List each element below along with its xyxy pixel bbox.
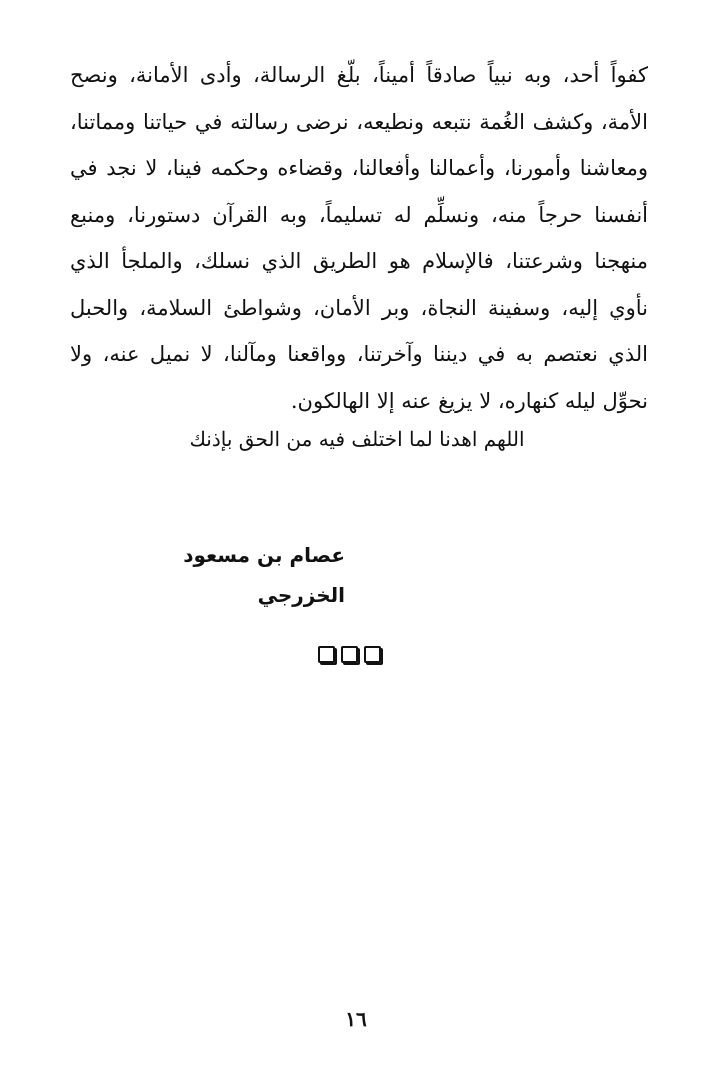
- page-number: [0, 1004, 726, 1034]
- author-signature: عصام بن مسعود الخزرجي: [183, 543, 345, 607]
- body-paragraph: [70, 52, 648, 424]
- text-line: الذي نعتصم به في ديننا وآخرتنا، وواقعنا ومآلنا، لا نميل عنه، ولا: [70, 342, 648, 366]
- square-ornament-icon: [364, 646, 381, 663]
- square-ornament-icon: [318, 646, 335, 663]
- text-line: أنفسنا حرجاً منه، ونسلِّم له تسليماً، وبه القرآن دستورنا، ومنبع: [70, 202, 648, 227]
- text-line: نأوي إليه، وسفينة النجاة، وبر الأمان، وشواطئ السلامة، والحبل: [70, 295, 648, 320]
- page-number-text: ١٦: [345, 1007, 367, 1031]
- text-line: منهجنا وشرعتنا، فالإسلام هو الطريق الذي نسلك، والملجأ الذي: [70, 249, 648, 273]
- section-ornament: [318, 646, 381, 663]
- prayer-line: [0, 416, 726, 462]
- text-line: الأمة، وكشف الغُمة نتبعه ونطيعه، نرضى رسالته في حياتنا ومماتنا،: [70, 109, 648, 134]
- text-line: نحوِّل ليله كنهاره، لا يزيغ عنه إلا الهالكون.: [290, 388, 648, 413]
- text-line: ومعاشنا وأمورنا، وأعمالنا وأفعالنا، وقضاءه وحكمه فينا، لا نجد في: [70, 156, 648, 180]
- square-ornament-icon: [341, 646, 358, 663]
- prayer-text: اللهم اهدنا لما اختلف فيه من الحق بإذنك: [189, 427, 525, 451]
- text-line: كفواً أحد، وبه نبياً صادقاً أميناً، بلّغ الرسالة، وأدى الأمانة، ونصح: [70, 63, 648, 87]
